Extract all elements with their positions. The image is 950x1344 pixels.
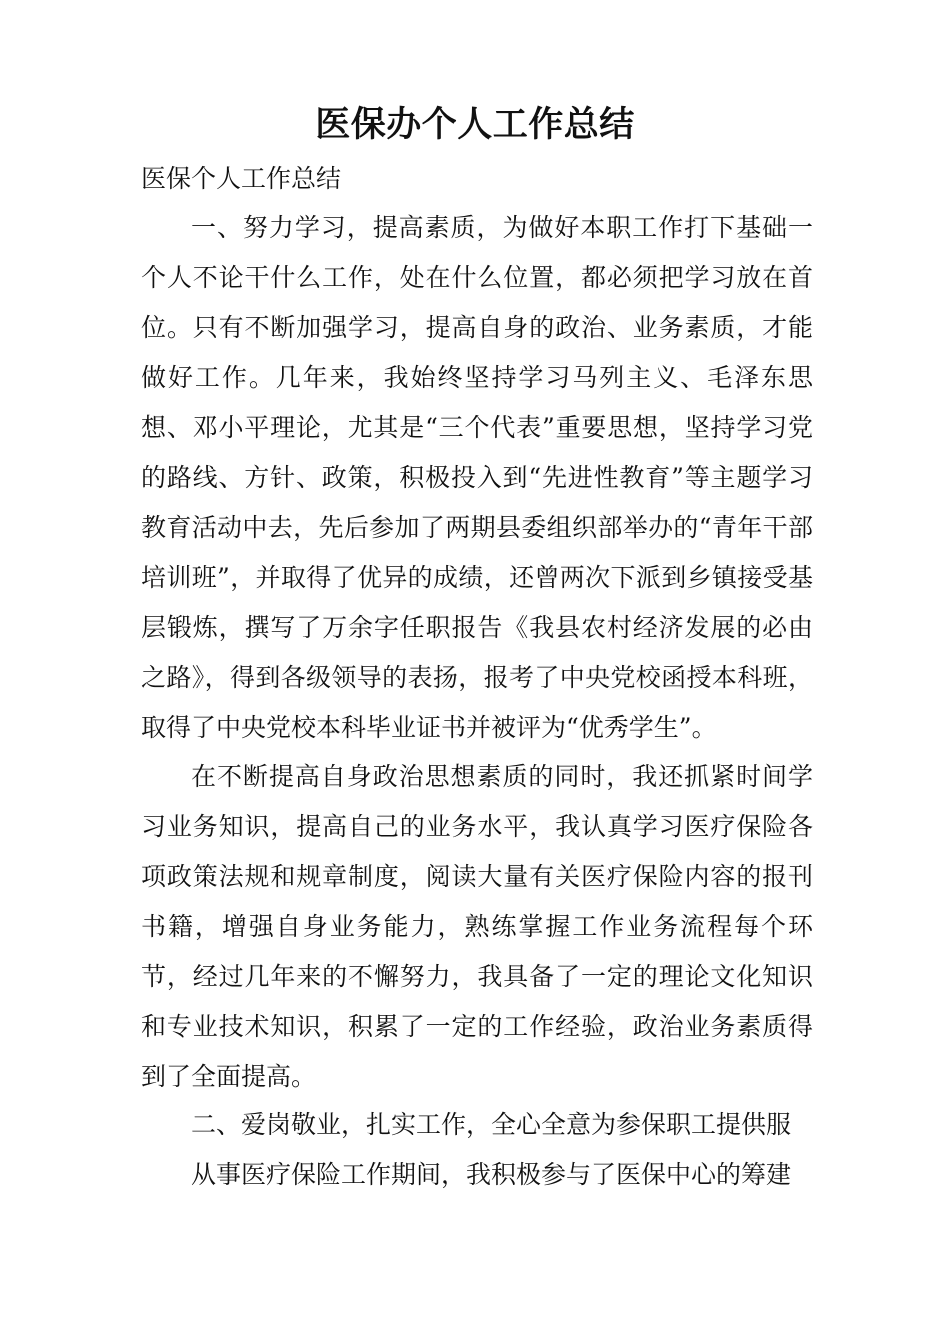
paragraph-medical-insurance-work: 从事医疗保险工作期间，我积极参与了医保中心的筹建	[191, 1160, 792, 1189]
paragraph-study: 一、努力学习，提高素质，为做好本职工作打下基础一个人不论干什么工作，处在什么位置，都必须把学习放在首位。只有不断加强学习，提高自身的政治、业务素质，才能做好工作。几年来，我始终坚持学习马列主义、毛泽东思想、邓小平理论，尤其是“三个代表”重要思想，坚持学习党的路线、方针、政策，积极投入到“先进性教育”等主题学习教育活动中去，先后参加了两期县委组织部举办的“青年干部培训班”，并取得了优异的成绩，还曾两次下派到乡镇接受基层锻炼，撰写了万余字任职报告《我县农村经济发展的必由之路》，得到各级领导的表扬，报考了中央党校函授本科班，取得了中央党校本科毕业证书并被评为“优秀学生”。	[141, 213, 813, 742]
paragraph-section-two-heading: 二、爱岗敬业，扎实工作，全心全意为参保职工提供服	[191, 1110, 792, 1139]
paragraph-business-knowledge: 在不断提高自身政治思想素质的同时，我还抓紧时间学习业务知识，提高自己的业务水平，我认真学习医疗保险各项政策法规和规章制度，阅读大量有关医疗保险内容的报刊书籍，增强自身业务能力，熟练掌握工作业务流程每个环节，经过几年来的不懈努力，我具备了一定的理论文化知识和专业技术知识，积累了一定的工作经验，政治业务素质得到了全面提高。	[141, 762, 813, 1091]
document-title: 医保办个人工作总结	[315, 105, 635, 145]
document-subtitle: 医保个人工作总结	[141, 164, 342, 193]
